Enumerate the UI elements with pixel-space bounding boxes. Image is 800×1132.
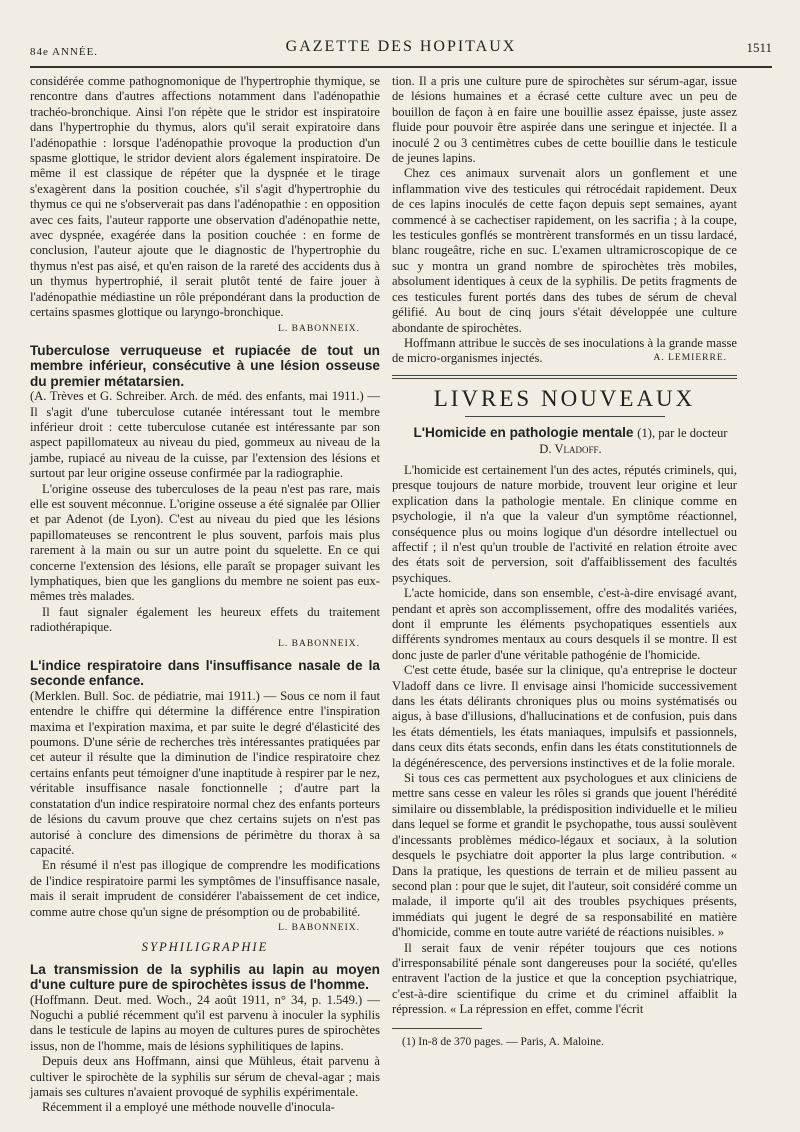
book-title-line	[392, 425, 737, 441]
header-rule	[30, 66, 772, 68]
signature: L. BABONNEIX.	[278, 922, 360, 933]
paragraph: (A. Trèves et G. Schreiber. Arch. de méd. des enfants, mai 1911.) — Il s'agit d'une tuberculose cutanée intéressant tout le membre inférieur droit : cette tuberculose cutanée est intéressante par son aspect papillomateux au niveau du pied, gommeux au niveau de la jambe, rupiacé au niveau de la cuisse, par l'extension des lésions et surtout par leur origine osseuse confirmée par la radiographie.	[30, 389, 380, 481]
book-title: L'Homicide en pathologie mentale	[413, 425, 634, 441]
page-header	[30, 34, 772, 64]
section-heading: LIVRES NOUVEAUX	[433, 385, 696, 411]
paragraph	[392, 336, 737, 367]
paragraph: L'acte homicide, dans son ensemble, c'est-à-dire envisagé avant, pendant et après son accomplissement, offre des modalités variées, dont il emprunte les éléments psychopatiques essentiels aux différents syndromes mentaux au cours desquels il se montre. Il est donc juste de parler d'une véritable pathogénie de l'homicide.	[392, 586, 737, 662]
paragraph: (Merklen. Bull. Soc. de pédiatrie, mai 1911.) — Sous ce nom il faut entendre le chiffre qui détermine la différence entre l'inspiration maxima et l'expiration maxima, et par suite le degré d'élasticité des poumons. D'une série de recherches très intéressantes pratiquées par cet auteur il résulte que la diminution de l'indice respiratoire chez certains enfants peut témoigner d'une inaptitude à respirer par le nez, véritable insuffisance nasale fonctionnelle ; d'autre part la constatation d'un indice respiratoire normal chez des enfants porteurs de lésions du cavum prouve que chez certains sujets on n'est pas autorisé à conclure des dimensions de périmètre du thorax à sa capacité.	[30, 688, 380, 857]
section-divider	[392, 375, 737, 379]
book-title-note: (1), par le docteur	[637, 426, 728, 441]
book-author: D. Vladoff.	[539, 441, 602, 456]
article-title: L'indice respiratoire dans l'insuffisance nasale de la seconde enfance.	[30, 658, 380, 689]
paragraph: Depuis deux ans Hoffmann, ainsi que Mühleus, était parvenu à cultiver le spirochète de la syphilis sur sérum de cheval-agar ; mais jamais ses cultures n'avaient provoqué de syphilis expérimentale.	[30, 1054, 380, 1099]
paragraph: (Hoffmann. Deut. med. Woch., 24 août 1911, n° 34, p. 1.549.) — Noguchi a publié récemment qu'il est parvenu à inoculer la syphilis dans le testicule de lapins au moyen de cultures pures de spirochètes issus, non de l'homme, mais de lésions syphilitiques de lapins.	[30, 992, 380, 1053]
article-title: Tuberculose verruqueuse et rupiacée de tout un membre inférieur, consécutive à une lésion osseuse du premier métatarsien.	[30, 342, 380, 389]
paragraph: tion. Il a pris une culture pure de spirochètes sur sérum-agar, issue de lésions humaines et a écrasé cette culture avec un peu de bouillon de façon à en faire une bouillie assez épaisse, juste assez fluide pour pouvoir être aspirée dans une seringue et injectée. Il a inoculé 2 ou 3 centimètres cubes de cette bouillie dans le testicule de jeunes lapins.	[392, 74, 737, 166]
signature: A. LEMIERRE.	[653, 353, 727, 364]
paragraph: Il faut signaler également les heureux effets du traitement radiothérapique.	[30, 604, 380, 635]
right-column	[392, 74, 737, 1050]
title-rule	[465, 416, 665, 417]
paragraph-text: Hoffmann attribue le succès de ses inoculations à la grande masse de micro-organismes injectés.	[392, 335, 737, 366]
paragraph: Il serait faux de venir répéter toujours que ces notions d'irresponsabilité pénale sont dangereuses pour la société, qu'elles entravent l'action de la justice et que la conception psychiatrique, c'est-à-dire scientifique du crime et du criminel affaiblit la répression. « La répression en effet, comme l'écrit	[392, 940, 737, 1017]
issue-year: 84e ANNÉE.	[30, 46, 99, 58]
paragraph: L'homicide est certainement l'un des actes, réputés criminels, qui, presque toujours de nature morbide, trouvent leur origine et leur explication dans la pathologie mentale. En clinique comme en psychologie, il n'a que la valeur d'un symptôme réactionnel, conséquence plus ou moins logique d'un désordre intellectuel ou affectif ; il n'est qu'un trouble de l'activité en relation étroite avec des états soit de perversion, soit d'affaiblissement des facultés psychiques.	[392, 462, 737, 585]
paragraph: C'est cette étude, basée sur la clinique, qu'a entreprise le docteur Vladoff dans ce livre. Il envisage ainsi l'homicide successivement dans les états délirants chroniques plus ou moins systématisés ou aigus, à base d'illusions, d'hallucinations et de confusion, puis dans les états démentiels, les états maniaques, impulsifs et passionnels, dans ceux dits états seconds, enfin dans les états constitutionnels de la dégénérescence, des perversions instinctives et de la folie morale.	[392, 663, 737, 770]
page-number: 1511	[746, 40, 772, 55]
paragraph: En résumé il n'est pas illogique de comprendre les modifications de l'indice respiratoire parmi les symptômes de l'insuffisance nasale, mais il serait imprudent de considérer l'abaissement de cet indice, comme autre chose qu'un signe de présomption ou de probabilité.	[30, 858, 380, 919]
left-column	[30, 74, 380, 1116]
footnote-rule	[392, 1028, 482, 1029]
paragraph: Chez ces animaux survenait alors un gonflement et une inflammation vive des testicules qui rétrocédait rapidement. Deux de ces lapins inoculés de cette façon depuis sept semaines, ayant commencé à se cachectiser rapidement, on les sacrifia ; à la coupe, les testicules gonflés se montrèrent transformés en un tissu lardacé, blanc rougeâtre, riche en suc. L'examen ultramicroscopique de ce suc y montra un grand nombre de spirochètes très mobiles, absolument identiques à ceux de la syphilis. De petits fragments de ces testicules furent portés dans des tubes de sérum de cheval gélifié. Au bout de cinq jours s'était développée une culture abondante de spirochètes.	[392, 166, 737, 335]
signature: L. BABONNEIX.	[278, 323, 360, 334]
article-title: La transmission de la syphilis au lapin au moyen d'une culture pure de spirochètes issus de l'homme.	[30, 961, 380, 993]
footnote: (1) In-8 de 370 pages. — Paris, A. Maloine.	[402, 1035, 604, 1048]
section-heading: SYPHILIGRAPHIE	[141, 940, 269, 955]
paragraph: Récemment il a employé une méthode nouvelle d'inocula-	[42, 1100, 335, 1115]
paragraph: Si tous ces cas permettent aux psychologues et aux cliniciens de mettre sans cesse en valeur les rôles si grands que jouent l'hérédité similaire ou dissemblable, la prédisposition individuelle et le milieu dans lequel se forme et grandit le psychopathe, tous aussi soulèvent d'incessants problèmes médico-légaux et sociaux, à la solution desquels le psychiatre doit apporter la plus large contribution. « Dans la pratique, les questions de terrain et de milieu passent au second plan : pour que le sujet, dit l'auteur, soit considéré comme un malade, il importe qu'il ait des troubles psychiques présents, immédiats qui jugent le degré de sa responsabilité en matière d'homicide, comme en toute autre variété de réactions nuisibles. »	[392, 771, 737, 940]
paragraph: considérée comme pathognomonique de l'hypertrophie thymique, se rencontre dans d'autres affections notamment dans l'adénopathie trachéo-bronchique. Ainsi l'on répète que le stridor est inspiratoire dans l'hypertrophie du thymus, alors qu'il serait expiratoire dans l'adénopathie : lorsque l'adénopathie provoque la production d'un spasme glottique, le stridor devient alors également inspiratoire. De même il est classique de répéter que la dyspnée et le tirage s'exagèrent dans la position couchée, s'il s'agit d'hypertrophie du thymus ce qui ne s'observerait pas dans l'adénopathie : en opposition avec ces faits, l'auteur rapporte une observation d'adénopathie nette, avec dyspnée, exagérée dans la position couchée : en forme de conclusion, l'auteur ajoute que le diagnostic de l'hypertrophie du thymus n'est pas aisé, et qu'en raison de la rareté des accidents dus à un thymus hypertrophié, il serait plutôt tenté de faire jouer à l'adénopathie médiastine un rôle prépondérant dans la production de certains spasmes glottique ou laryngo-bronchique.	[30, 74, 380, 320]
signature: L. BABONNEIX.	[278, 638, 360, 649]
paragraph: L'origine osseuse des tuberculoses de la peau n'est pas rare, mais elle est souvent méconnue. L'origine osseuse a été signalée par Ollier et par Adenot (de Lyon). C'est au niveau du pied que les lésions papillomateuses se rencontrent le plus souvent, parfois mais plus rarement à la main ou sur un autre point du squelette. En ce qui concerne l'extension des lésions, elle paraît se propager suivant les lymphatiques, bien que les ganglions du membre ne soient pas eux-mêmes très malades.	[30, 481, 380, 604]
journal-title: GAZETTE DES HOPITAUX	[285, 38, 517, 55]
